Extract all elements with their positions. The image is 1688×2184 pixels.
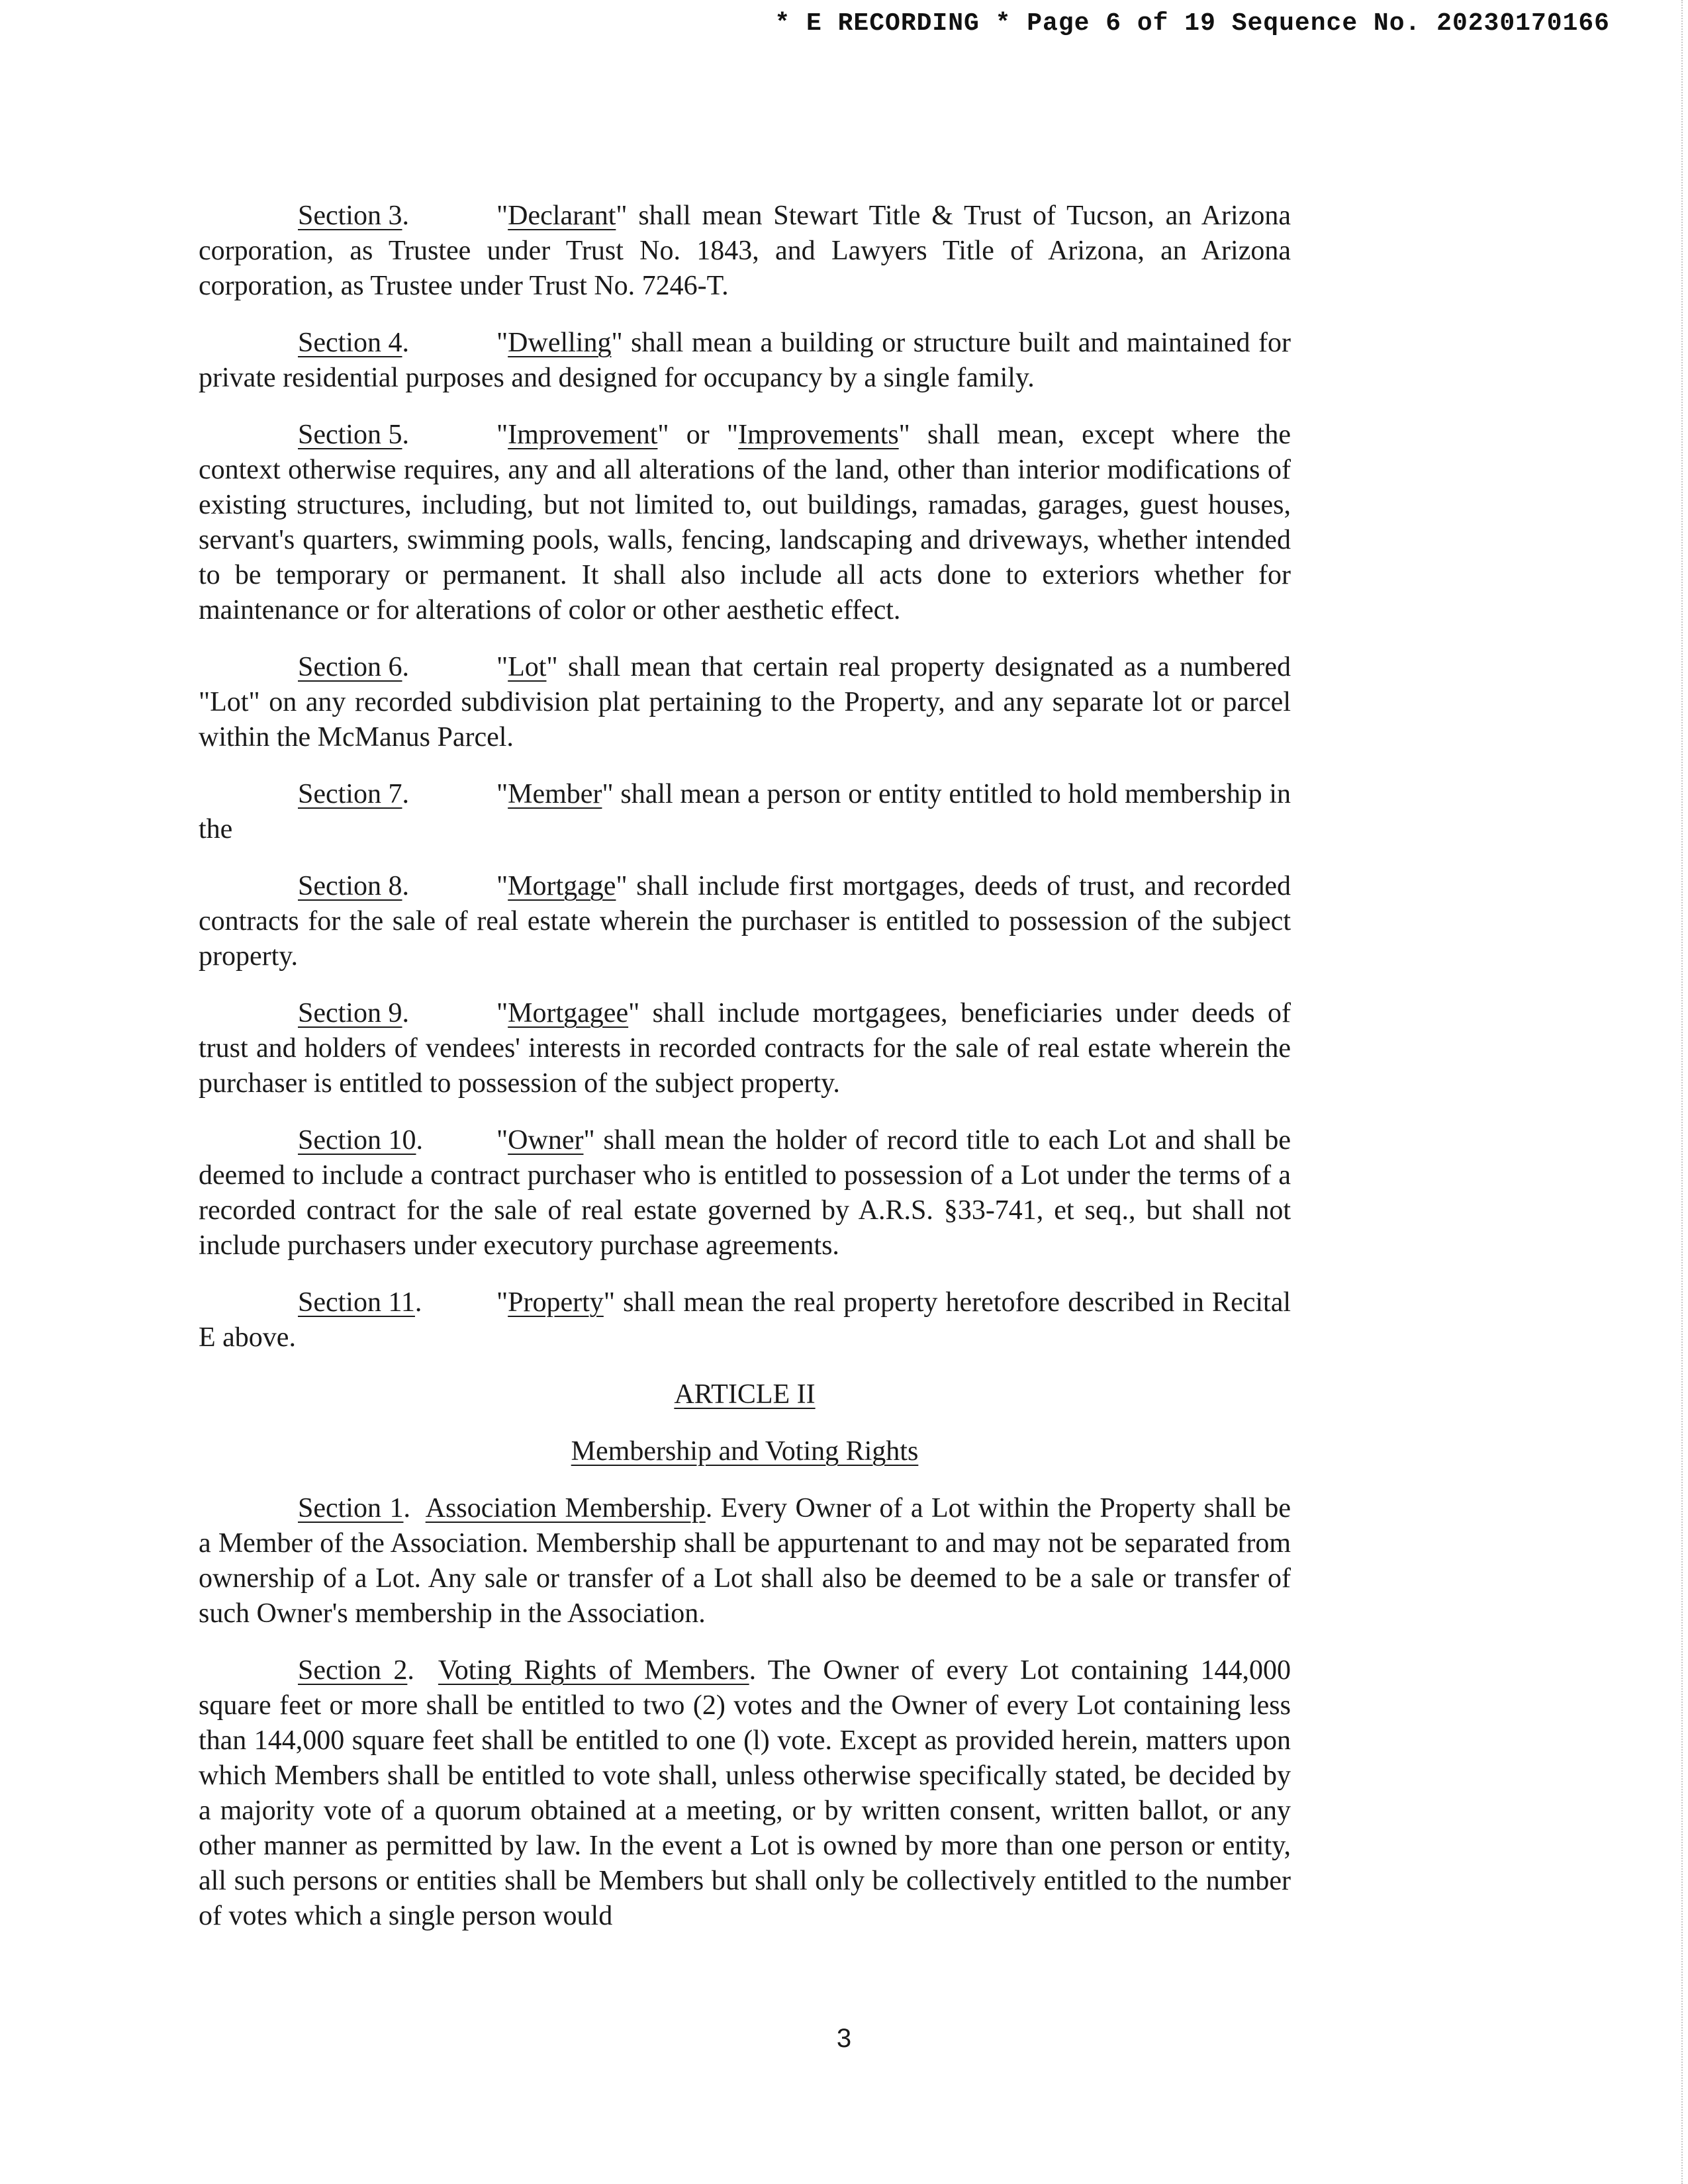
definition-text: " shall include mortgagees, beneficiaries under deeds of trust and holders of vendees' interests in recorded contracts for the sale of real estate wherein the purchaser is entitled to possession of the subject property. <box>199 998 1291 1099</box>
section-number: Section 7 <box>298 779 402 809</box>
definition-paragraph: Section 4. "Dwelling" shall mean a building or structure built and maintained for private residential purposes and designed for occupancy by a single family. <box>199 328 1291 393</box>
definition-text: " shall mean a building or structure built and maintained for private residential purposes and designed for occupancy by a single family. <box>199 328 1291 393</box>
article-subheading: Membership and Voting Rights <box>571 1436 919 1467</box>
section-number: Section 5 <box>298 420 402 450</box>
definition-text: " shall mean the real property heretofore described in Recital E above. <box>199 1287 1291 1353</box>
section-number: Section 10 <box>298 1125 416 1156</box>
definition-text: " shall include first mortgages, deeds of trust, and recorded contracts for the sale of real estate wherein the purchaser is entitled to possession of the subject property. <box>199 871 1291 972</box>
definition-paragraph: Section 9. "Mortgagee" shall include mortgagees, beneficiaries under deeds of trust and holders of vendees' interests in recorded contracts for the sale of real estate wherein the purchaser is entitled to possession of the subject property. <box>199 998 1291 1099</box>
definition-paragraph: Section 7. "Member" shall mean a person or entity entitled to hold membership in the <box>199 779 1291 844</box>
defined-term: Declarant <box>508 201 616 231</box>
article-heading: ARTICLE II <box>674 1379 816 1410</box>
defined-term: Dwelling <box>508 328 612 358</box>
definition-paragraph: Section 3. "Declarant" shall mean Stewart Title & Trust of Tucson, an Arizona corporation, as Trustee under Trust No. 1843, and Lawyers Title of Arizona, an Arizona corporation, as Trustee under Trust No. 7246-T. <box>199 201 1291 301</box>
section-title: Association Membership <box>425 1493 706 1524</box>
definition-paragraph: Section 11. "Property" shall mean the real property heretofore described in Recital E above. <box>199 1287 1291 1353</box>
section-number: Section 1 <box>298 1493 404 1524</box>
defined-term: Lot <box>508 652 547 682</box>
document-body <box>199 199 1291 1956</box>
definition-paragraph: Section 8. "Mortgage" shall include first mortgages, deeds of trust, and recorded contracts for the sale of real estate wherein the purchaser is entitled to possession of the subject property. <box>199 871 1291 972</box>
definition-paragraph: Section 10. "Owner" shall mean the holder of record title to each Lot and shall be deemed to include a contract purchaser who is entitled to possession of a Lot under the terms of a recorded contract for the sale of real estate governed by A.R.S. §33-741, et seq., but shall not include purchasers under executory purchase agreements. <box>199 1125 1291 1261</box>
section-body: The Owner of every Lot containing 144,000 square feet or more shall be entitled to two (2) votes and the Owner of every Lot containing less than 144,000 square feet shall be entitled to one (l) vote. Except as provided herein, matters upon which Members shall be entitled to vote shall, unless otherwise specifically stated, be decided by a majority vote of a quorum obtained at a meeting, or by written consent, written ballot, or any other manner as permitted by law. In the event a Lot is owned by more than one person or entity, all such persons or entities shall be Members but shall only be collectively entitled to the number of votes which a single person would <box>199 1655 1291 1931</box>
section-number: Section 9 <box>298 998 402 1028</box>
section-title: Voting Rights of Members <box>438 1655 749 1686</box>
definition-text: " shall mean, except where the context otherwise requires, any and all alterations of the land, other than interior modifications of existing structures, including, but not limited to, out buildings, ramadas, garages, guest houses, servant's quarters, swimming pools, walls, fencing, landscaping and driveways, whether intended to be temporary or permanent. It shall also include all acts done to exteriors whether for maintenance or for alterations of color or other aesthetic effect. <box>199 420 1291 625</box>
defined-term: Mortgage <box>508 871 616 901</box>
section-number: Section 11 <box>298 1287 415 1318</box>
section-number: Section 4 <box>298 328 402 358</box>
definition-paragraph: Section 5. "Improvement" or "Improvements" shall mean, except where the context otherwise requires, any and all alterations of the land, other than interior modifications of existing structures, including, but not limited to, out buildings, ramadas, garages, guest houses, servant's quarters, swimming pools, walls, fencing, landscaping and driveways, whether intended to be temporary or permanent. It shall also include all acts done to exteriors whether for maintenance or for alterations of color or other aesthetic effect. <box>199 420 1291 625</box>
section-number: Section 6 <box>298 652 402 682</box>
article-section-paragraph: Section 2. Voting Rights of Members. The Owner of every Lot containing 144,000 square feet or more shall be entitled to two (2) votes and the Owner of every Lot containing less than 144,000 square feet shall be entitled to one (l) vote. Except as provided herein, matters upon which Members shall be entitled to vote shall, unless otherwise specifically stated, be decided by a majority vote of a quorum obtained at a meeting, or by written consent, written ballot, or any other manner as permitted by law. In the event a Lot is owned by more than one person or entity, all such persons or entities shall be Members but shall only be collectively entitled to the number of votes which a single person would <box>199 1655 1291 1931</box>
definition-text: " shall mean the holder of record title to each Lot and shall be deemed to include a contract purchaser who is entitled to possession of a Lot under the terms of a recorded contract for the sale of real estate governed by A.R.S. §33-741, et seq., but shall not include purchasers under executory purchase agreements. <box>199 1125 1291 1261</box>
section-number: Section 2 <box>298 1655 408 1686</box>
definition-text: " shall mean Stewart Title & Trust of Tucson, an Arizona corporation, as Trustee under Trust No. 1843, and Lawyers Title of Arizona, an Arizona corporation, as Trustee under Trust No. 7246-T. <box>199 201 1291 301</box>
section-number: Section 8 <box>298 871 402 901</box>
defined-term: Owner <box>508 1125 584 1156</box>
definition-paragraph: Section 6. "Lot" shall mean that certain real property designated as a numbered "Lot" on any recorded subdivision plat pertaining to the Property, and any separate lot or parcel within the McManus Parcel. <box>199 652 1291 752</box>
definition-text: " shall mean a person or entity entitled to hold membership in the <box>199 779 1291 844</box>
section-body: Every Owner of a Lot within the Property shall be a Member of the Association. Membership shall be appurtenant to and may not be separated from ownership of a Lot. Any sale or transfer of a Lot shall also be deemed to be a sale or transfer of such Owner's membership in the Association. <box>199 1493 1291 1629</box>
section-number: Section 3 <box>298 201 402 231</box>
defined-term: Improvements <box>738 420 899 450</box>
defined-term: Mortgagee <box>508 998 629 1028</box>
article-section-paragraph: Section 1. Association Membership. Every Owner of a Lot within the Property shall be a Member of the Association. Membership shall be appurtenant to and may not be separated from ownership of a Lot. Any sale or transfer of a Lot shall also be deemed to be a sale or transfer of such Owner's membership in the Association. <box>199 1493 1291 1629</box>
scan-edge-marks <box>1677 0 1683 2184</box>
page-number: 3 <box>836 2024 852 2053</box>
defined-term: Property <box>508 1287 604 1318</box>
defined-term: Improvement <box>508 420 658 450</box>
defined-term: Member <box>508 779 602 809</box>
definition-text: " shall mean that certain real property designated as a numbered "Lot" on any recorded subdivision plat pertaining to the Property, and any separate lot or parcel within the McManus Parcel. <box>199 652 1291 752</box>
recording-header: * E RECORDING * Page 6 of 19 Sequence No. 20230170166 <box>774 9 1610 38</box>
